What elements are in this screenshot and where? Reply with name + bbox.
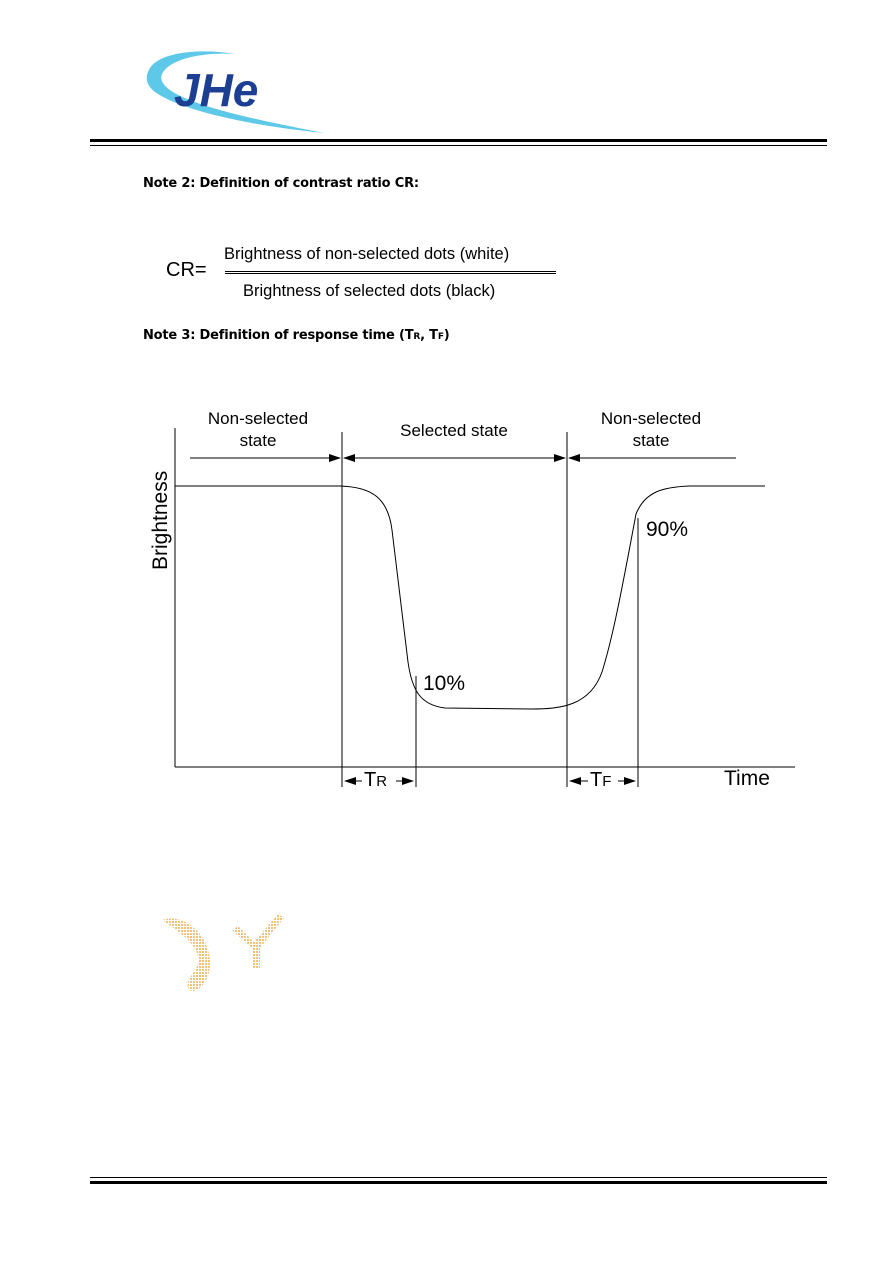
tf-label bbox=[590, 769, 611, 791]
right-state-line2: state bbox=[632, 431, 670, 450]
note-3-suffix: ) bbox=[443, 328, 450, 343]
note-3-prefix: Note 3: Definition of response time (T bbox=[143, 328, 414, 343]
note-3-f-sub: F bbox=[437, 332, 444, 342]
formula-lhs: CR= bbox=[166, 259, 207, 281]
watermark-logo bbox=[160, 912, 290, 997]
tr-sub: R bbox=[376, 773, 388, 790]
tf-main: T bbox=[590, 769, 603, 791]
footer-rule-thick bbox=[90, 1181, 827, 1184]
middle-state-label: Selected state bbox=[400, 421, 508, 440]
left-state-line1: Non-selected bbox=[207, 409, 309, 428]
fraction-bar bbox=[225, 271, 556, 274]
note-2-title: Note 2: Definition of contrast ratio CR: bbox=[143, 176, 419, 191]
right-state-line1: Non-selected bbox=[600, 409, 702, 428]
label-10-percent: 10% bbox=[423, 672, 466, 695]
logo-letters: JHe bbox=[174, 64, 259, 116]
y-axis-label: Brightness bbox=[149, 470, 172, 570]
tr-main: T bbox=[364, 769, 377, 791]
x-axis-label: Time bbox=[724, 767, 770, 790]
footer-rule-thin bbox=[90, 1177, 827, 1178]
left-state-line2: state bbox=[239, 431, 277, 450]
header-rule-thick bbox=[90, 139, 827, 142]
header-rule-thin bbox=[90, 145, 827, 146]
note-3-title bbox=[143, 328, 450, 343]
formula-numerator: Brightness of non-selected dots (white) bbox=[224, 245, 510, 263]
note-3-sep: , T bbox=[420, 328, 438, 343]
note-3-r-sub: R bbox=[413, 332, 421, 342]
tr-label bbox=[364, 769, 387, 791]
label-90-percent: 90% bbox=[646, 518, 689, 541]
formula-denominator: Brightness of selected dots (black) bbox=[243, 282, 496, 300]
brightness-curve bbox=[175, 486, 765, 709]
company-logo bbox=[140, 40, 330, 138]
tf-sub: F bbox=[602, 773, 612, 790]
